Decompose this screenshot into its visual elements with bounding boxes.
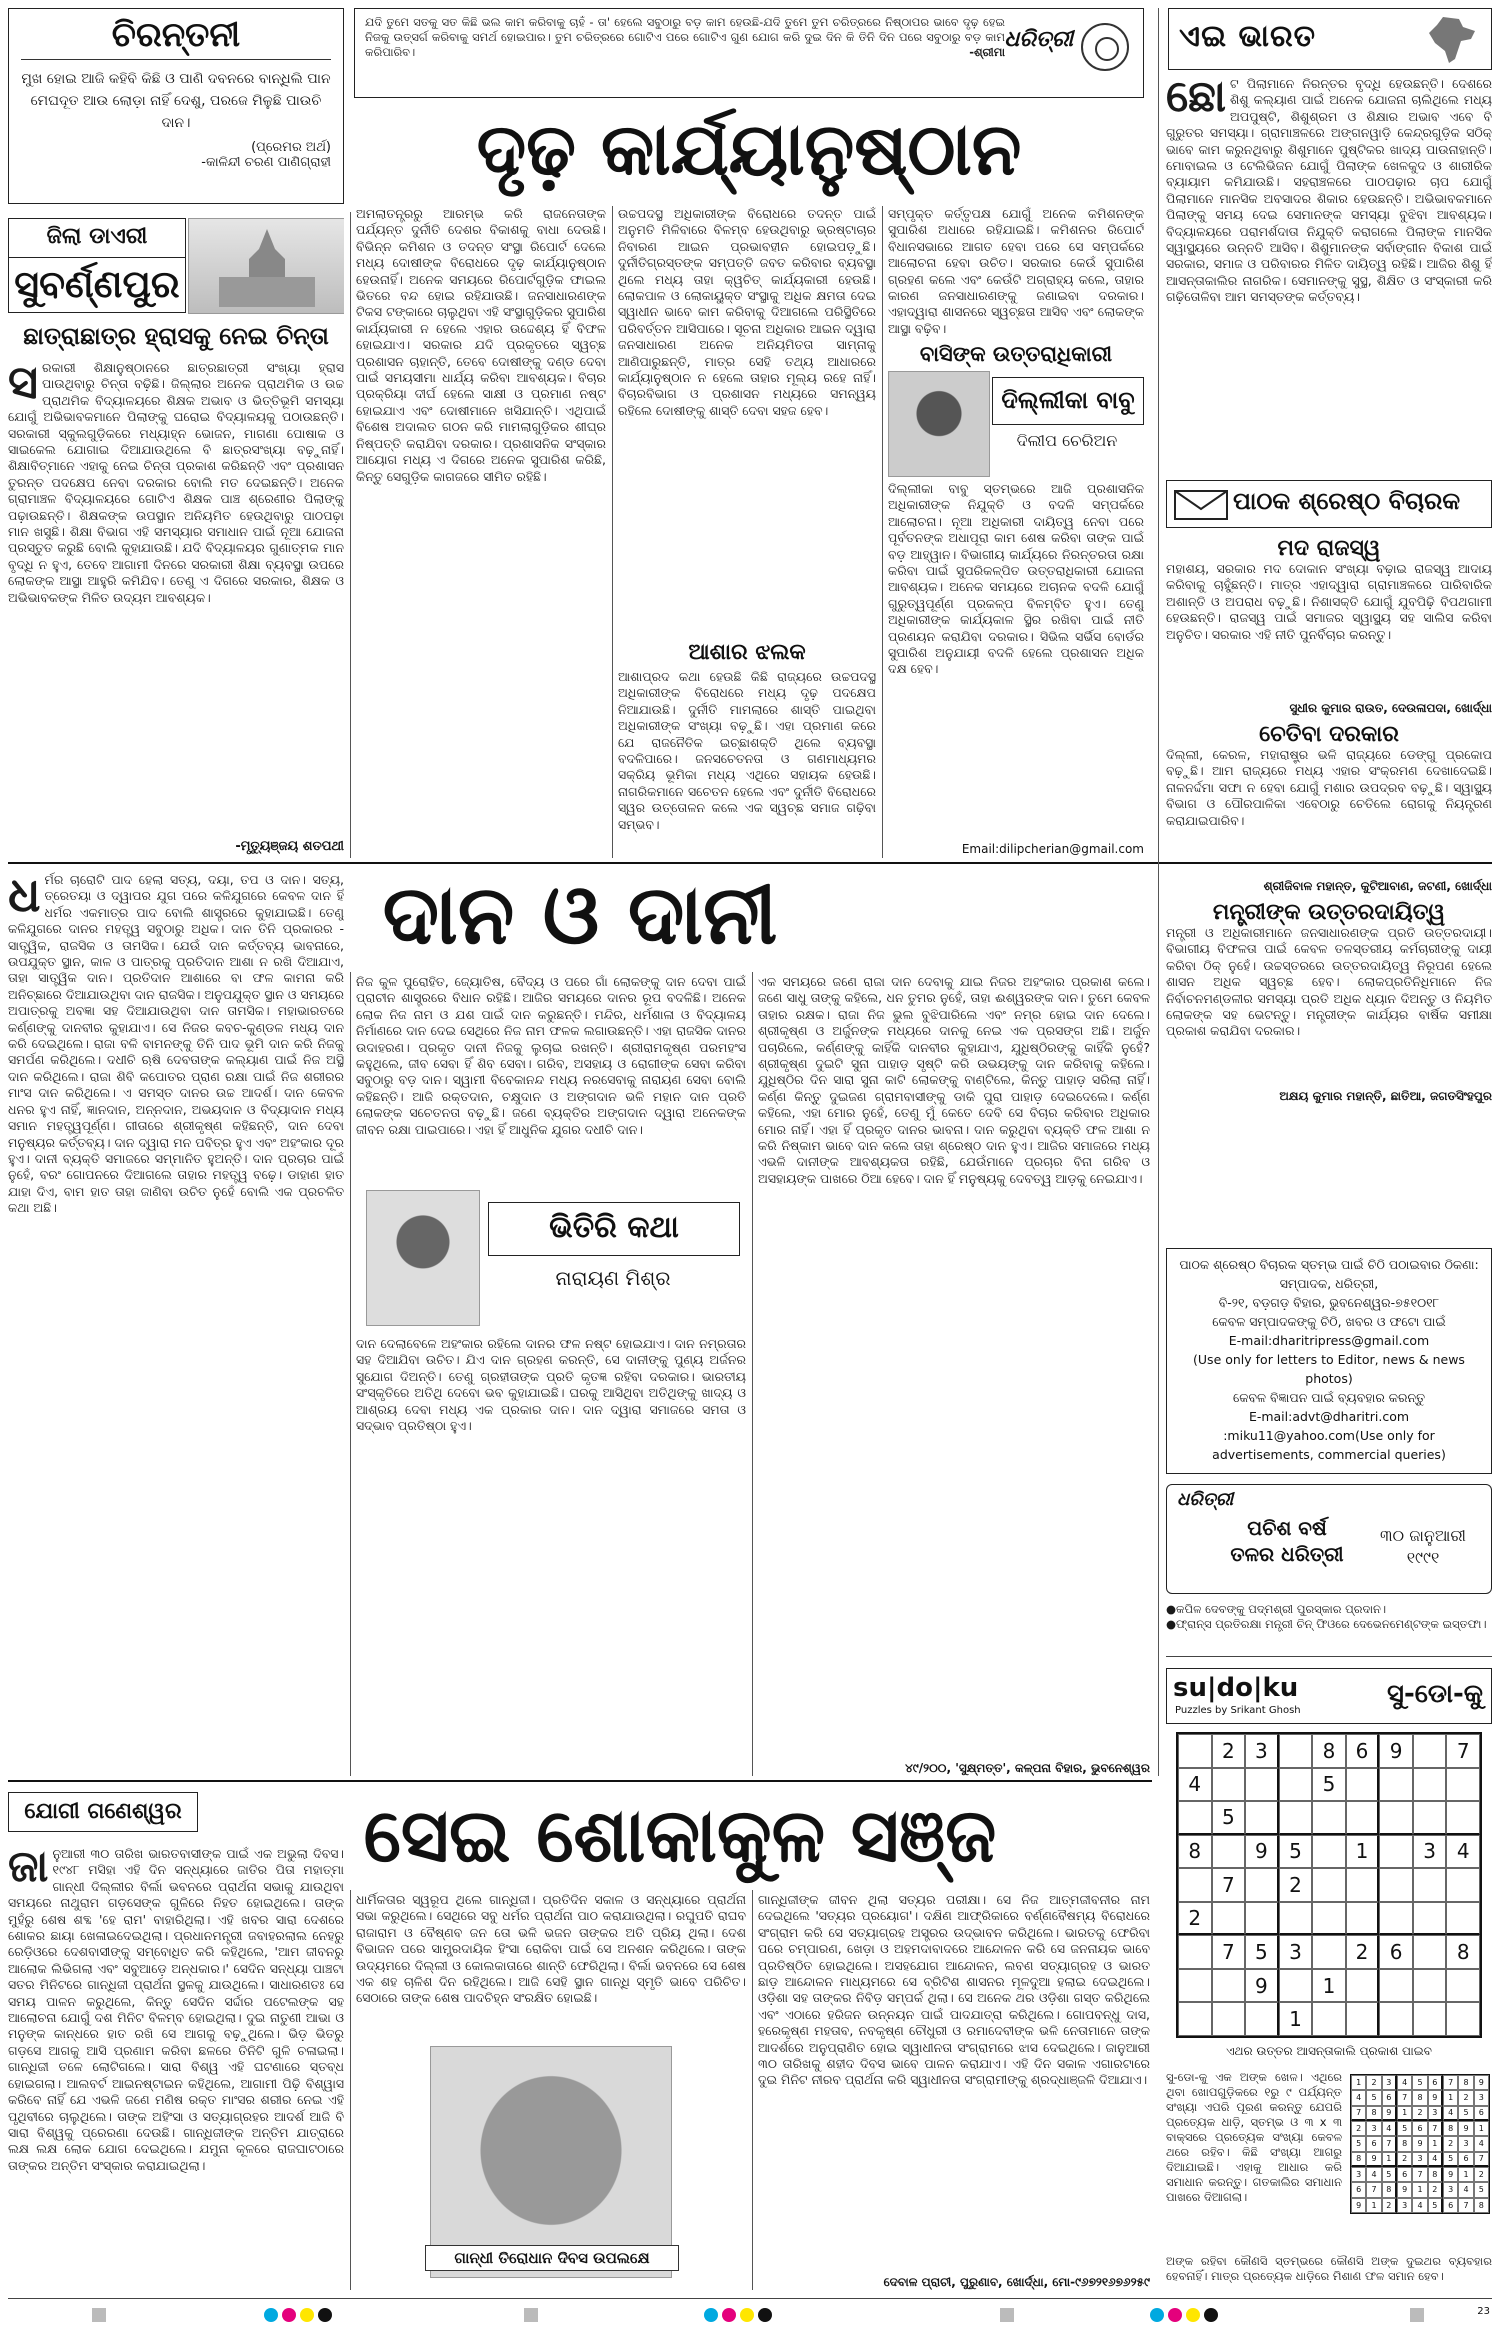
letter1-body: ମହାଶୟ, ସରକାର ମଦ ଦୋକାନ ସଂଖ୍ୟା ବଢ଼ାଇ ରାଜସ୍ୱ ଆଦାୟ କରିବାକୁ ଚାହୁଁଛନ୍ତି। ମାତ୍ର ଏହାଦ୍ୱାରା ଗ୍ରାମାଞ୍ଚଳରେ ପାରିବାରିକ ଅଶାନ୍ତି ଓ ଅପରାଧ ବଢ଼ୁଛି। ନିଶାସକ୍ତି ଯୋଗୁଁ ଯୁବପିଢ଼ି ବିପଥଗାମୀ ହେଉଛନ୍ତି। ରାଜସ୍ୱ ପାଇଁ ସମାଜର ସ୍ୱାସ୍ଥ୍ୟ ସହ ସାଲିସ କରିବା ଅନୁଚିତ। ସରକାର ଏହି ନୀତି ପୁନର୍ବିଚାର କରନ୍ତୁ। (1166, 561, 1492, 642)
sudoku-header: su|do|ku Puzzles by Srikant Ghosh ସୁ-ଡୋ-କୁ (1166, 1668, 1492, 1724)
column-title-bhitiri: ଭିତିରି କଥା (488, 1202, 740, 1256)
district-diary (8, 218, 344, 858)
divider-right-column (1158, 8, 1159, 1776)
district-dropcap: ସ (8, 355, 38, 409)
sudoku-cell[interactable]: 3 (1279, 1935, 1313, 1969)
sudoku-cell: 2 (1458, 2090, 1473, 2105)
sudoku-cell[interactable] (1379, 1902, 1413, 1936)
dharitri-logo-small: ଧରିତ୍ରୀ (1004, 27, 1073, 52)
years-items (1166, 1602, 1492, 1650)
address-box (1166, 1248, 1492, 1474)
sudoku-cell: 7 (1443, 2075, 1458, 2090)
sudoku-cell[interactable] (1279, 1734, 1313, 1768)
sudoku-cell[interactable]: 4 (1446, 1835, 1480, 1869)
quote-text: ଯଦି ତୁମେ ସତକୁ ସତ କିଛି ଭଲ କାମ କରିବାକୁ ଚାହଁ - ତା' ହେଲେ ସବୁଠାରୁ ବଡ଼ କାମ ହେଉଛି-ଯଦି ତୁମେ ତୁମ ଚରିତ୍ରରେ ନିଷ୍ଠାପର ଭାବେ ଦୃଢ଼ ହେଇ ନିଜକୁ ଉତ୍ସର୍ଗ କରିବାକୁ ସମର୍ଥ ହୋଇପାର। ତୁମ ଚରିତ୍ରରେ ଗୋଟିଏ ପରେ ଗୋଟିଏ ଗୁଣ ଯୋଗ କରି ଦୁଇ ଦିନ କି ତିନି ଦିନ ପରେ ସବୁଠାରୁ ବଡ଼ କାମ କରିପାରିବ। (365, 15, 1005, 59)
page-number: 23 (1477, 2306, 1490, 2317)
sudoku-cell[interactable] (1379, 1969, 1413, 2003)
sudoku-cell[interactable]: 2 (1346, 1935, 1380, 1969)
sudoku-cell: 7 (1366, 2182, 1381, 2197)
article1-col3b: ଦିଲ୍ଲୀକା ବାବୁ ସ୍ତମ୍ଭରେ ଆଜି ପ୍ରଶାସନିକ ଅଧିକାରୀଙ୍କ ନିଯୁକ୍ତି ଓ ବଦଳି ସମ୍ପର୍କରେ ଆଲୋଚନା। ନୂଆ ଅଧିକାରୀ ଦାୟିତ୍ୱ ନେବା ପରେ ପୂର୍ବତନଙ୍କ ଅଧାପୂରା କାମ ଶେଷ କରିବା ତାଙ୍କ ପାଇଁ ବଡ଼ ଆହ୍ୱାନ। ବିଭାଗୀୟ କାର୍ଯ୍ୟରେ ନିରନ୍ତରତା ରକ୍ଷା କରିବା ପାଇଁ ସୁପରିକଳ୍ପିତ ଉତ୍ତରାଧିକାରୀ ଯୋଜନା ଆବଶ୍ୟକ। ଅନେକ ସମୟରେ ଅଚାନକ ବଦଳି ଯୋଗୁଁ ଗୁରୁତ୍ୱପୂର୍ଣ୍ଣ ପ୍ରକଳ୍ପ ବିଳମ୍ବିତ ହୁଏ। ତେଣୁ ଅଧିକାରୀଙ୍କ କାର୍ଯ୍ୟକାଳ ସ୍ଥିର ରଖିବା ପାଇଁ ନୀତି ପ୍ରଣୟନ କରାଯିବା ଦରକାର। ସିଭିଲ ସର୍ଭିସ ବୋର୍ଡର ସୁପାରିଶ ଅନୁଯାୟୀ ବଦଳି ହେଲେ ପ୍ରଶାସନ ଅଧିକ ଦକ୍ଷ ହେବ। (888, 481, 1144, 677)
sudoku-cell: 7 (1382, 2136, 1397, 2151)
sudoku-cell: 8 (1397, 2136, 1412, 2151)
sudoku-cell[interactable]: 9 (1379, 1734, 1413, 1768)
sudoku-cell[interactable] (1312, 2002, 1346, 2036)
sudoku-cell[interactable]: 4 (1178, 1768, 1212, 1802)
sudoku-cell[interactable] (1413, 1768, 1447, 1802)
sudoku-instructions: ସୁ-ଡୋ-କୁ ଏକ ଅଙ୍କ ଖେଳ। ଏଥିରେ ଥିବା ଖୋପଗୁଡ଼ିକରେ ୧ରୁ ୯ ପର୍ଯ୍ୟନ୍ତ ସଂଖ୍ୟା ଏପରି ପୂରଣ କରନ୍ତୁ ଯେପରି ପ୍ରତ୍ୟେକ ଧାଡ଼ି, ସ୍ତମ୍ଭ ଓ ୩ x ୩ ବାକ୍ସରେ ପ୍ରତ୍ୟେକ ସଂଖ୍ୟା କେବଳ ଥରେ ରହିବ। କିଛି ସଂଖ୍ୟା ଆଗରୁ ଦିଆଯାଇଛି। ଏହାକୁ ଆଧାର କରି ସମାଧାନ କରନ୍ତୁ। ଗତକାଲିର ସମାଧାନ ପାଖରେ ଦିଆଗଲା। (1166, 2070, 1342, 2204)
chirantani-author: -କାଳିନ୍ଦୀ ଚରଣ ପାଣିଗ୍ରାହୀ (201, 155, 331, 170)
sudoku-cell[interactable] (1245, 1768, 1279, 1802)
sudoku-cell: 9 (1382, 2106, 1397, 2121)
sudoku-cell[interactable] (1379, 1868, 1413, 1902)
sudoku-cell[interactable]: 2 (1178, 1902, 1212, 1936)
letter1-author: ସୁଧୀର କୁମାର ରାଉତ, ଦେଉଳାପଦା, ଖୋର୍ଦ୍ଧା (1289, 701, 1492, 715)
footer-rule (8, 2298, 1492, 2299)
sudoku-cell[interactable] (1178, 1868, 1212, 1902)
sudoku-title-ku: ku (1262, 1673, 1299, 1703)
article3-col1-wrap (8, 1846, 344, 2290)
ama-bharata-body-wrap (1166, 76, 1492, 472)
sudoku-cell[interactable] (1312, 1835, 1346, 1869)
sudoku-cell: 1 (1351, 2075, 1366, 2090)
sudoku-cell: 3 (1366, 2121, 1381, 2136)
sudoku-cell[interactable] (1446, 1768, 1480, 1802)
sudoku-cell[interactable] (1178, 1801, 1212, 1835)
sudoku-cell[interactable] (1279, 1902, 1313, 1936)
article3-col3-wrap (758, 1892, 1150, 2290)
sudoku-cell: 3 (1443, 2182, 1458, 2197)
sudoku-cell: 6 (1474, 2106, 1489, 2121)
sudoku-cell[interactable] (1446, 1868, 1480, 1902)
sudoku-cell: 5 (1428, 2198, 1443, 2213)
article3-col1: ନୁଆରୀ ୩୦ ତାରିଖ ଭାରତବାସୀଙ୍କ ପାଇଁ ଏକ ଅଭୁଲା ଦିବସ। ୧୯୪୮ ମସିହା ଏହି ଦିନ ସନ୍ଧ୍ୟାରେ ଜାତିର ପିତା ମହାତ୍ମା ଗାନ୍ଧୀ ଦିଲ୍ଲୀର ବିର୍ଲା ଭବନରେ ପ୍ରାର୍ଥନା ସଭାକୁ ଯାଉଥିବା ସମୟରେ ନାଥୁରାମ ଗଡ଼ସେଙ୍କ ଗୁଳିରେ ନିହତ ହୋଇଥିଲେ। ତାଙ୍କ ମୁହଁରୁ ଶେଷ ଶବ୍ଦ 'ହେ ରାମ' ବାହାରିଥିଲା। ଏହି ଖବର ସାରା ଦେଶରେ ଶୋକର ଛାୟା ଖେଳାଇଦେଇଥିଲା। ପ୍ରଧାନମନ୍ତ୍ରୀ ଜବାହରଲାଲ ନେହରୁ ରେଡ଼ିଓରେ ଦେଶବାସୀଙ୍କୁ ସମ୍ବୋଧିତ କରି କହିଥିଲେ, 'ଆମ ଜୀବନରୁ ଆଲୋକ ଲିଭିଗଲା ଏବଂ ସବୁଆଡ଼େ ଅନ୍ଧକାର।' ସେଦିନ ସନ୍ଧ୍ୟା ପାଞ୍ଚଟା ସତର ମିନିଟରେ ଗାନ୍ଧିଜୀ ପ୍ରାର୍ଥନା ସ୍ଥଳକୁ ଯାଉଥିଲେ। ସାଧାରଣତଃ ସେ ସମୟ ପାଳନ କରୁଥିଲେ, କିନ୍ତୁ ସେଦିନ ସର୍ଦ୍ଦାର ପଟେଲଙ୍କ ସହ ଆଲୋଚନା ଯୋଗୁଁ ଦଶ ମିନିଟ ବିଳମ୍ବ ହୋଇଥିଲା। ଦୁଇ ନାତୁଣୀ ଆଭା ଓ ମନୁଙ୍କ କାନ୍ଧରେ ହାତ ରଖି ସେ ଆଗକୁ ବଢ଼ୁଥିଲେ। ଭିଡ଼ ଭିତରୁ ଗଡ଼ସେ ଆଗକୁ ଆସି ପ୍ରଣାମ କରିବା ଛଳରେ ତିନିଟି ଗୁଳି ଚଳାଇଲା। ଗାନ୍ଧିଜୀ ତଳେ ଲୋଟିଗଲେ। ସାରା ବିଶ୍ୱ ଏହି ଘଟଣାରେ ସ୍ତବ୍ଧ ହୋଇଗଲା। ଆଲବର୍ଟ ଆଇନଷ୍ଟାଇନ କହିଥିଲେ, ଆଗାମୀ ପିଢ଼ି ବିଶ୍ୱାସ କରିବେ ନାହିଁ ଯେ ଏଭଳି ଜଣେ ମଣିଷ ରକ୍ତ ମାଂସର ଶରୀର ନେଇ ଏହି ପୃଥିବୀରେ ଚାଲୁଥିଲେ। ତାଙ୍କ ଅହିଂସା ଓ ସତ୍ୟାଗ୍ରହର ଆଦର୍ଶ ଆଜି ବି ସାରା ବିଶ୍ୱକୁ ପ୍ରେରଣା ଦେଉଛି। ଗାନ୍ଧିଜୀଙ୍କ ଅନ୍ତିମ ଯାତ୍ରାରେ ଲକ୍ଷ ଲକ୍ଷ ଲୋକ ଯୋଗ ଦେଇଥିଲେ। ଯମୁନା କୂଳରେ ରାଜଘାଟଠାରେ ତାଙ୍କର ଅନ୍ତିମ ସଂସ୍କାର କରାଯାଇଥିଲା। (8, 1846, 344, 2173)
sudoku-cell[interactable]: 6 (1346, 1734, 1380, 1768)
sudoku-cell[interactable]: 8 (1312, 1734, 1346, 1768)
gandhi-photo (430, 2046, 672, 2278)
sudoku-title-do: do (1216, 1673, 1253, 1703)
address-line: advertisements, commercial queries) (1212, 1447, 1446, 1462)
sudoku-cell[interactable]: 9 (1245, 1969, 1279, 2003)
sudoku-cell: 5 (1382, 2167, 1397, 2182)
sudoku-cell[interactable] (1346, 1969, 1380, 2003)
right-mid-divider (1166, 1656, 1492, 1657)
ama-bharata-title: ଏଇ ଭାରତ (1179, 19, 1317, 54)
address-line: ବି-୨୧, ବଡ଼ଗଡ଼ ବିହାର, ଭୁବନେଶ୍ୱର-୭୫୧୦୧୮ (1218, 1295, 1440, 1310)
sudoku-cell: 3 (1397, 2198, 1412, 2213)
sudoku-cell[interactable] (1413, 1734, 1447, 1768)
sudoku-cell: 3 (1474, 2090, 1489, 2105)
sudoku-cell: 9 (1458, 2121, 1473, 2136)
sudoku-cell[interactable] (1346, 1902, 1380, 1936)
sudoku-cell[interactable]: 3 (1245, 1734, 1279, 1768)
sudoku-cell[interactable] (1413, 1902, 1447, 1936)
narayan-mishra-photo (366, 1190, 480, 1326)
sudoku-cell: 9 (1443, 2167, 1458, 2182)
district-body: ରକାରୀ ଶିକ୍ଷାନୁଷ୍ଠାନରେ ଛାତ୍ରଛାତ୍ରୀ ସଂଖ୍ୟା ହ୍ରାସ ପାଉଥିବାରୁ ଚିନ୍ତା ବଢ଼ିଛି। ଜିଲ୍ଲାର ଅନେକ ପ୍ରାଥମିକ ଓ ଉଚ୍ଚ ପ୍ରାଥମିକ ବିଦ୍ୟାଳୟରେ ଶିକ୍ଷକ ଅଭାବ ଓ ଭିତ୍ତିଭୂମି ସମସ୍ୟା ଯୋଗୁଁ ଅଭିଭାବକମାନେ ପିଲାଙ୍କୁ ଘରୋଇ ବିଦ୍ୟାଳୟକୁ ପଠାଉଛନ୍ତି। ସରକାରୀ ସ୍କୁଲଗୁଡ଼ିକରେ ମଧ୍ୟାହ୍ନ ଭୋଜନ, ମାଗଣା ପୋଷାକ ଓ ସାଇକେଲ ଯୋଗାଇ ଦିଆଯାଉଥିଲେ ବି ଛାତ୍ରସଂଖ୍ୟା ବଢ଼ୁନାହିଁ। ଶିକ୍ଷାବିତ୍‌ମାନେ ଏହାକୁ ନେଇ ଚିନ୍ତା ପ୍ରକାଶ କରିଛନ୍ତି ଏବଂ ପ୍ରଶାସନ ତୁରନ୍ତ ପଦକ୍ଷେପ ନେବା ଦରକାର ବୋଲି ମତ ଦେଇଛନ୍ତି। ଅନେକ ଗ୍ରାମାଞ୍ଚଳ ବିଦ୍ୟାଳୟରେ ଗୋଟିଏ ଶିକ୍ଷକ ପାଞ୍ଚ ଶ୍ରେଣୀର ପିଲାଙ୍କୁ ପଢ଼ାଉଛନ୍ତି। ଶିକ୍ଷକଙ୍କ ଉପସ୍ଥାନ ଅନିୟମିତ ହେଉଥିବାରୁ ପାଠପଢ଼ା ମାନ ଖସୁଛି। ଶିକ୍ଷା ବିଭାଗ ଏହି ସମସ୍ୟାର ସମାଧାନ ପାଇଁ ନୂଆ ଯୋଜନା ପ୍ରସ୍ତୁତ କରୁଛି ବୋଲି କୁହାଯାଉଛି। ଯଦି ବିଦ୍ୟାଳୟର ଗୁଣାତ୍ମକ ମାନ ବୃଦ୍ଧି ନ ହୁଏ, ତେବେ ଆଗାମୀ ଦିନରେ ସରକାରୀ ଶିକ୍ଷା ବ୍ୟବସ୍ଥା ଉପରେ ଲୋକଙ୍କ ଆସ୍ଥା ଆହୁରି କମିଯିବ। ତେଣୁ ଏ ଦିଗରେ ସରକାର, ଶିକ୍ଷକ ଓ ଅଭିଭାବକଙ୍କ ମିଳିତ ଉଦ୍ୟମ ଆବଶ୍ୟକ। (8, 360, 344, 605)
reader-banner (1166, 480, 1492, 528)
sudoku-cell: 5 (1397, 2121, 1412, 2136)
sudoku-cell: 7 (1458, 2198, 1473, 2213)
sudoku-cell[interactable] (1178, 2002, 1212, 2036)
sudoku-cell[interactable] (1413, 2002, 1447, 2036)
sudoku-cell: 5 (1412, 2075, 1427, 2090)
sudoku-cell[interactable]: 1 (1279, 2002, 1313, 2036)
chirantani-title: ଚିରନ୍ତନୀ (21, 15, 331, 60)
sudoku-grid[interactable] (1176, 1732, 1482, 2038)
sudoku-cell: 5 (1366, 2090, 1381, 2105)
sudoku-cell[interactable] (1379, 2002, 1413, 2036)
sudoku-cell: 8 (1474, 2198, 1489, 2213)
district-diary-label: ଜିଲା ଡାଏରୀ (8, 218, 186, 258)
sudoku-cell[interactable] (1212, 1768, 1246, 1802)
letter3-author: ଅକ୍ଷୟ କୁମାର ମହାନ୍ତି, ଛାତିଆ, ଜଗତସିଂହପୁର (1279, 1089, 1492, 1103)
divider-v3 (882, 206, 883, 858)
mid-divider (8, 1780, 1152, 1782)
address-line: ସମ୍ପାଦକ, ଧରିତ୍ରୀ, (1279, 1276, 1379, 1291)
letter2-author: ଶ୍ରୀଜିବାଳ ମହାନ୍ତ, କୁଟିଆବାଣ, ଜଟଣୀ, ଖୋର୍ଦ୍ଧା (1263, 879, 1492, 893)
sudoku-cell: 4 (1351, 2090, 1366, 2105)
column-author-bhitiri: ନାରାୟଣ ମିଶ୍ର (555, 1266, 671, 1290)
column-title-dilli: ଦିଲ୍ଲୀକା ବାବୁ (992, 377, 1144, 425)
sudoku-cell: 7 (1474, 2152, 1489, 2167)
sudoku-cell[interactable]: 5 (1245, 1935, 1279, 1969)
sudoku-cell: 8 (1443, 2121, 1458, 2136)
sudoku-cell[interactable] (1212, 1835, 1246, 1869)
sudoku-answer-caption: ଏଥର ଉତ୍ତର ଆସନ୍ତାକାଲି ପ୍ରକାଶ ପାଇବ (1226, 2044, 1432, 2058)
sudoku-footer-note: ଅଙ୍କ ରହିବା କୌଣସି ସ୍ତମ୍ଭରେ କୌଣସି ଅଙ୍କ ଦୁଇଥର ବ୍ୟବହାର ହେବନାହିଁ। ମାତ୍ର ପ୍ରତ୍ୟେକ ଧାଡ଼ିରେ ମିଶାଣ ଫଳ ସମାନ ହେବ। (1166, 2254, 1492, 2283)
sudoku-cell[interactable] (1379, 1801, 1413, 1835)
sudoku-cell[interactable] (1413, 1969, 1447, 2003)
article3-dropcap: ଜା (8, 1846, 49, 1892)
sudoku-cell[interactable]: 6 (1379, 1935, 1413, 1969)
india-map-icon (1423, 15, 1481, 65)
sudoku-solution-grid (1350, 2074, 1490, 2214)
sudoku-cell: 4 (1412, 2198, 1427, 2213)
years-item: ●ଫ୍ରାନ୍ସ ପ୍ରତିରକ୍ଷା ମନ୍ତ୍ରୀ ଚିନ୍ ଫିଓରେ ଦେଭେନମେଣ୍ଟଙ୍କ ଇସ୍ତଫା। (1166, 1617, 1487, 1631)
sudoku-cell: 5 (1443, 2152, 1458, 2167)
ama-bharata-header (1168, 8, 1492, 70)
article1-col3: ସମ୍ପୃକ୍ତ କର୍ତ୍ତୃପକ୍ଷ ଯୋଗୁଁ ଅନେକ କମିଶନଙ୍କ ସୁପାରିଶ ଅଧାରେ ରହିଯାଇଛି। କମିଶନର ରିପୋର୍ଟ ବିଧାନସଭାରେ ଆଗତ ହେବା ପରେ ସେ ସମ୍ପର୍କରେ ଆଲୋଚନା ହେବା ଉଚିତ। ସରକାର କେଉଁ ସୁପାରିଶ ଗ୍ରହଣ କଲେ ଏବଂ କେଉଁଟି ଅଗ୍ରାହ୍ୟ କଲେ, ତାହାର କାରଣ ଜନସାଧାରଣଙ୍କୁ ଜଣାଇବା ଦରକାର। ଏହାଦ୍ୱାରା ଶାସନରେ ସ୍ୱଚ୍ଛତା ଆସିବ ଏବଂ ଲୋକଙ୍କ ଆସ୍ଥା ବଢ଼ିବ। (888, 206, 1144, 336)
sudoku-cell[interactable] (1212, 1969, 1246, 2003)
sudoku-cell: 1 (1366, 2198, 1381, 2213)
sudoku-cell: 4 (1474, 2136, 1489, 2151)
sudoku-cell: 1 (1412, 2182, 1427, 2197)
sudoku-cell: 8 (1412, 2090, 1427, 2105)
sudoku-cell: 3 (1458, 2136, 1473, 2151)
district-author: -ମୃତ୍ୟୁଞ୍ଜୟ ଶତପଥୀ (235, 839, 344, 854)
sudoku-cell[interactable]: 5 (1212, 1801, 1246, 1835)
sudoku-cell[interactable]: 8 (1446, 1935, 1480, 1969)
district-name: ସୁବର୍ଣ୍ଣପୁର (8, 256, 186, 313)
sudoku-cell[interactable]: 2 (1212, 1734, 1246, 1768)
sudoku-cell: 6 (1382, 2090, 1397, 2105)
registration-marks (0, 2304, 1500, 2328)
letter3-title: ମନ୍ତ୍ରୀଙ୍କ ଉତ୍ତରଦାୟିତ୍ୱ (1212, 900, 1446, 925)
divider-v4 (350, 972, 351, 1776)
sudoku-cell: 2 (1397, 2152, 1412, 2167)
sudoku-cell: 7 (1428, 2121, 1443, 2136)
divider-v7 (752, 1890, 753, 2290)
chirantani-box (8, 8, 344, 204)
sudoku-cell[interactable] (1379, 1835, 1413, 1869)
sudoku-cell: 8 (1382, 2182, 1397, 2197)
temple-photo (188, 218, 344, 314)
reader-banner-title: ପାଠକ ଶ୍ରେଷ୍ଠ ବିଚାରକ (1233, 487, 1461, 515)
advt-email[interactable]: E-mail:advt@dharitri.com (1248, 1409, 1410, 1424)
sudoku-cell: 7 (1412, 2167, 1427, 2182)
article2-col1-wrap (8, 872, 344, 1776)
sudoku-cell: 9 (1474, 2075, 1489, 2090)
article2-col2b: ଦାନ ଦେଲାବେଳେ ଅହଂକାର ରହିଲେ ଦାନର ଫଳ ନଷ୍ଟ ହୋଇଯାଏ। ଦାନ ନମ୍ରତାର ସହ ଦିଆଯିବା ଉଚିତ। ଯିଏ ଦାନ ଗ୍ରହଣ କରନ୍ତି, ସେ ଦାନୀଙ୍କୁ ପୁଣ୍ୟ ଅର୍ଜନର ସୁଯୋଗ ଦିଅନ୍ତି। ତେଣୁ ଗ୍ରହୀତାଙ୍କ ପ୍ରତି କୃତଜ୍ଞ ରହିବା ଦରକାର। ଭାରତୀୟ ସଂସ୍କୃତିରେ ଅତିଥି ଦେବୋ ଭବ କୁହାଯାଇଛି। ଘରକୁ ଆସିଥିବା ଅତିଥିଙ୍କୁ ଖାଦ୍ୟ ଓ ଆଶ୍ରୟ ଦେବା ମଧ୍ୟ ଏକ ପ୍ରକାର ଦାନ। ଦାନ ଦ୍ୱାରା ସମାଜରେ ସମତା ଓ ସଦ୍ଭାବ ପ୍ରତିଷ୍ଠା ହୁଏ। (356, 1336, 746, 1434)
sudoku-cell: 8 (1351, 2152, 1366, 2167)
sudoku-cell: 2 (1443, 2136, 1458, 2151)
address-line: ପାଠକ ଶ୍ରେଷ୍ଠ ବିଚାରକ ସ୍ତମ୍ଭ ପାଇଁ ଚିଠି ପଠାଇବାର ଠିକଣା: (1179, 1257, 1479, 1272)
sudoku-cell[interactable] (1245, 2002, 1279, 2036)
sudoku-cell[interactable] (1312, 1868, 1346, 1902)
article2-col3-wrap (758, 974, 1150, 1776)
sudoku-cell: 2 (1382, 2198, 1397, 2213)
address-line: (Use only for letters to Editor, news & news photos) (1193, 1352, 1465, 1386)
sudoku-cell: 5 (1458, 2106, 1473, 2121)
sudoku-cell[interactable]: 7 (1446, 1734, 1480, 1768)
sudoku-cell: 4 (1366, 2167, 1381, 2182)
sudoku-title-su: su (1173, 1673, 1207, 1703)
sudoku-cell: 1 (1382, 2152, 1397, 2167)
sudoku-cell: 1 (1443, 2090, 1458, 2105)
sudoku-cell: 5 (1474, 2182, 1489, 2197)
article2-col2: ନିଜ କୁଳ ପୁରୋହିତ, ଜ୍ୟୋତିଷ, ବୈଦ୍ୟ ଓ ପରେ ଗାଁ ଲୋକଙ୍କୁ ଦାନ ଦେବା ପାଇଁ ପ୍ରାଚୀନ ଶାସ୍ତ୍ରରେ ବିଧାନ ରହିଛି। ଆଜିର ସମୟରେ ଦାନର ରୂପ ବଦଳିଛି। ଅନେକ ଲୋକ ନିଜ ନାମ ଓ ଯଶ ପାଇଁ ଦାନ କରୁଛନ୍ତି। ମନ୍ଦିର, ଧର୍ମଶାଳା ଓ ବିଦ୍ୟାଳୟ ନିର୍ମାଣରେ ଦାନ ଦେଇ ସେଥିରେ ନିଜ ନାମ ଫଳକ ଲଗାଉଛନ୍ତି। ଏହା ରାଜସିକ ଦାନର ଉଦାହରଣ। ପ୍ରକୃତ ଦାନୀ ନିଜକୁ ଲୁଚାଇ ରଖନ୍ତି। ଶ୍ରୀରାମକୃଷ୍ଣ ପରମହଂସ କହୁଥିଲେ, ଜୀବ ସେବା ହିଁ ଶିବ ସେବା। ଗରିବ, ଅସହାୟ ଓ ରୋଗୀଙ୍କ ସେବା କରିବା ସବୁଠାରୁ ବଡ଼ ଦାନ। ସ୍ୱାମୀ ବିବେକାନନ୍ଦ ମଧ୍ୟ ନରସେବାକୁ ନାରାୟଣ ସେବା ବୋଲି କହିଛନ୍ତି। ଆଜି ରକ୍ତଦାନ, ଚକ୍ଷୁଦାନ ଓ ଅଙ୍ଗଦାନ ଭଳି ମହାନ ଦାନ ପ୍ରତି ଲୋକଙ୍କ ସଚେତନତା ବଢ଼ୁଛି। ଜଣେ ବ୍ୟକ୍ତିର ଅଙ୍ଗଦାନ ଦ୍ୱାରା ଅନେକଙ୍କ ଜୀବନ ରକ୍ଷା ପାଇପାରେ। ଏହା ହିଁ ଆଧୁନିକ ଯୁଗର ଦଧୀଚି ଦାନ। (356, 974, 746, 1137)
dilip-cherian-photo (888, 371, 990, 477)
sudoku-cell[interactable]: 1 (1346, 1835, 1380, 1869)
sudoku-cell: 3 (1428, 2106, 1443, 2121)
sudoku-cell[interactable] (1279, 1969, 1313, 2003)
sun-emblem-icon (1081, 23, 1129, 71)
article1-headline: ଦୃଢ଼ କାର୍ଯ୍ୟାନୁଷ୍ଠାନ (476, 107, 1022, 191)
sudoku-cell: 6 (1428, 2075, 1443, 2090)
ama-dropcap: ଛୋ (1166, 76, 1226, 122)
sudoku-cell[interactable]: 8 (1178, 1835, 1212, 1869)
section-basi: ବାସିଙ୍କ ଉତ୍ତରାଧିକାରୀ (919, 342, 1113, 366)
chirantani-text: ମୁଖ ହୋଇ ଆଜି କହିବି କିଛି ଓ ପାଣି ଦବନରେ ବାନ୍ଧିଲି ପାନ ମେଘଦୂତ ଆଉ ଲୋଡ଼ା ନାହିଁ ଦେଶୁ, ପରଜେ ମିଳୁଛି ପାଉଚି ଦାନ। (21, 71, 331, 131)
sudoku-cell[interactable] (1212, 2002, 1246, 2036)
sudoku-byline: Puzzles by Srikant Ghosh (1175, 1705, 1301, 1716)
article2-address: ୪୯/୨୦୦, 'ସୁକ୍ଷ୍ମତ୍ତ', କଳ୍ପନା ବିହାର, ଭୁବନେଶ୍ୱର (905, 1761, 1150, 1775)
article3-headline: ସେଇ ଶୋକାକୁଳ ସଞ୍ଜ (363, 1793, 997, 1879)
sudoku-cell[interactable] (1245, 1868, 1279, 1902)
sudoku-cell: 9 (1366, 2152, 1381, 2167)
sudoku-cell: 1 (1428, 2136, 1443, 2151)
sudoku-cell: 6 (1412, 2121, 1427, 2136)
sudoku-cell: 6 (1458, 2152, 1473, 2167)
sudoku-cell: 2 (1412, 2106, 1427, 2121)
years-logo: ଧରିତ୍ରୀ (1177, 1489, 1234, 1510)
sudoku-cell[interactable]: 1 (1312, 1969, 1346, 2003)
envelope-icon (1173, 489, 1229, 521)
sudoku-cell: 4 (1443, 2106, 1458, 2121)
sudoku-cell[interactable] (1245, 1902, 1279, 1936)
article1-col2: ଉଚ୍ଚପଦସ୍ଥ ଅଧିକାରୀଙ୍କ ବିରୋଧରେ ତଦନ୍ତ ପାଇଁ ଅନୁମତି ମିଳିବାରେ ବିଳମ୍ବ ହେଉଥିବାରୁ ଭ୍ରଷ୍ଟାଚାର ନିବାରଣ ଆଇନ ପ୍ରଭାବହୀନ ହୋଇପଡ଼ୁଛି। ଦୁର୍ନୀତିଗ୍ରସ୍ତଙ୍କ ସମ୍ପତ୍ତି ଜବତ କରିବାର ବ୍ୟବସ୍ଥା ଥିଲେ ମଧ୍ୟ ତାହା କ୍ୱଚିତ୍ କାର୍ଯ୍ୟକାରୀ ହେଉଛି। ଲୋକପାଳ ଓ ଲୋକାୟୁକ୍ତ ସଂସ୍ଥାକୁ ଅଧିକ କ୍ଷମତା ଦେଇ ସ୍ୱାଧୀନ ଭାବେ କାମ କରିବାକୁ ଦିଆଗଲେ ପରିସ୍ଥିତିରେ ପରିବର୍ତ୍ତନ ଆସିପାରେ। ସୂଚନା ଅଧିକାର ଆଇନ ଦ୍ୱାରା ଜନସାଧାରଣ ଅନେକ ଅନିୟମିତତା ସାମ୍ନାକୁ ଆଣିପାରୁଛନ୍ତି, ମାତ୍ର ସେହି ତଥ୍ୟ ଆଧାରରେ କାର୍ଯ୍ୟାନୁଷ୍ଠାନ ନ ହେଲେ ତାହାର ମୂଲ୍ୟ ରହେ ନାହିଁ। ବିଚାରବିଭାଗ ଓ ପ୍ରଶାସନ ମଧ୍ୟରେ ସମନ୍ୱୟ ରହିଲେ ଦୋଷୀଙ୍କୁ ଶାସ୍ତି ଦେବା ସହଜ ହେବ। (618, 206, 876, 418)
sudoku-cell: 9 (1412, 2136, 1427, 2151)
sudoku-cell: 2 (1428, 2182, 1443, 2197)
article3-col2: ଧାର୍ମିକତାର ସ୍ୱରୂପ ଥିଲେ ଗାନ୍ଧିଜୀ। ପ୍ରତିଦିନ ସକାଳ ଓ ସନ୍ଧ୍ୟାରେ ପ୍ରାର୍ଥନା ସଭା କରୁଥିଲେ। ସେଥିରେ ସବୁ ଧର୍ମର ପ୍ରାର୍ଥନା ପାଠ କରାଯାଉଥିଲା। ରଘୁପତି ରାଘବ ରାଜାରାମ ଓ ବୈଷ୍ଣବ ଜନ ତୋ ଭଳି ଭଜନ ତାଙ୍କର ଅତି ପ୍ରିୟ ଥିଲା। ଦେଶ ବିଭାଜନ ପରେ ସାମ୍ପ୍ରଦାୟିକ ହିଂସା ରୋକିବା ପାଇଁ ସେ ଅନଶନ କରିଥିଲେ। ତାଙ୍କ ଉଦ୍ୟମରେ ଦିଲ୍ଲୀ ଓ କୋଲକାତାରେ ଶାନ୍ତି ଫେରିଥିଲା। ବିର୍ଲା ଭବନରେ ସେ ଶେଷ ଏକ ଶହ ଚାଳିଶ ଦିନ ରହିଥିଲେ। ଆଜି ସେହି ସ୍ଥାନ ଗାନ୍ଧି ସ୍ମୃତି ଭାବେ ପରିଚିତ। ସେଠାରେ ତାଙ୍କ ଶେଷ ପାଦଚିହ୍ନ ସଂରକ୍ଷିତ ହୋଇଛି। (356, 1892, 746, 2006)
sudoku-cell: 9 (1351, 2198, 1366, 2213)
sudoku-cell[interactable] (1178, 1935, 1212, 1969)
sudoku-cell: 7 (1397, 2090, 1412, 2105)
sudoku-cell[interactable]: 3 (1413, 1835, 1447, 1869)
section-asara: ଆଶାର ଝଲକ (688, 640, 806, 665)
sudoku-cell: 8 (1458, 2075, 1473, 2090)
divider-v6 (350, 1890, 351, 2290)
sudoku-cell[interactable] (1178, 1969, 1212, 2003)
article1-col2b: ଆଶାପ୍ରଦ କଥା ହେଉଛି କିଛି ରାଜ୍ୟରେ ଉଚ୍ଚପଦସ୍ଥ ଅଧିକାରୀଙ୍କ ବିରୋଧରେ ମଧ୍ୟ ଦୃଢ଼ ପଦକ୍ଷେପ ନିଆଯାଉଛି। ଦୁର୍ନୀତି ମାମଲାରେ ଶାସ୍ତି ପାଇଥିବା ଅଧିକାରୀଙ୍କ ସଂଖ୍ୟା ବଢ଼ୁଛି। ଏହା ପ୍ରମାଣ କରେ ଯେ ରାଜନୈତିକ ଇଚ୍ଛାଶକ୍ତି ଥିଲେ ବ୍ୟବସ୍ଥା ବଦଳିପାରେ। ଜନସଚେତନତା ଓ ଗଣମାଧ୍ୟମର ସକ୍ରିୟ ଭୂମିକା ମଧ୍ୟ ଏଥିରେ ସହାୟକ ହେଉଛି। ନାଗରିକମାନେ ସଚେତନ ହେଲେ ଏବଂ ଦୁର୍ନୀତି ବିରୋଧରେ ସ୍ୱର ଉତ୍ତୋଳନ କଲେ ଏକ ସ୍ୱଚ୍ଛ ସମାଜ ଗଢ଼ିବା ସମ୍ଭବ। (618, 669, 876, 832)
sudoku-cell[interactable] (1279, 1801, 1313, 1835)
sudoku-title-odia: ସୁ-ଡୋ-କୁ (1387, 1679, 1483, 1709)
sudoku-cell[interactable] (1446, 2002, 1480, 2036)
sudoku-cell: 8 (1428, 2167, 1443, 2182)
letter3-body: ମନ୍ତ୍ରୀ ଓ ଅଧିକାରୀମାନେ ଜନସାଧାରଣଙ୍କ ପ୍ରତି ଉତ୍ତରଦାୟୀ। ବିଭାଗୀୟ ବିଫଳତା ପାଇଁ କେବଳ ତଳସ୍ତରୀୟ କର୍ମଚାରୀଙ୍କୁ ଦାୟୀ କରିବା ଠିକ୍ ନୁହେଁ। ଉଚ୍ଚସ୍ତରରେ ଉତ୍ତରଦାୟିତ୍ୱ ନିରୂପଣ ହେଲେ ଶାସନ ଅଧିକ ସ୍ୱଚ୍ଛ ହେବ। ଲୋକପ୍ରତିନିଧିମାନେ ନିଜ ନିର୍ବାଚନମଣ୍ଡଳୀର ସମସ୍ୟା ପ୍ରତି ଅଧିକ ଧ୍ୟାନ ଦିଅନ୍ତୁ ଓ ନିୟମିତ ଲୋକଙ୍କ ସହ ଭେଟନ୍ତୁ। ମନ୍ତ୍ରୀଙ୍କ କାର୍ଯ୍ୟର ବାର୍ଷିକ ସମୀକ୍ଷା ପ୍ରକାଶ କରାଯିବା ଦରକାର। (1166, 925, 1492, 1039)
letter2-body: ଦିଲ୍ଲୀ, କେରଳ, ମହାରାଷ୍ଟ୍ର ଭଳି ରାଜ୍ୟରେ ଡେଙ୍ଗୁ ପ୍ରକୋପ ବଢ଼ୁଛି। ଆମ ରାଜ୍ୟରେ ମଧ୍ୟ ଏହାର ସଂକ୍ରମଣ ଦେଖାଦେଇଛି। ନାଳନର୍ଦ୍ଦମା ସଫା ନ ହେବା ଯୋଗୁଁ ମଶାର ଉପଦ୍ରବ ବଢ଼ୁଛି। ସ୍ୱାସ୍ଥ୍ୟ ବିଭାଗ ଓ ପୌରପାଳିକା ଏବେଠାରୁ ଚେତିଲେ ରୋଗକୁ ନିୟନ୍ତ୍ରଣ କରାଯାଇପାରିବ। (1166, 747, 1492, 828)
sudoku-cell: 3 (1382, 2075, 1397, 2090)
chirantani-meaning: (ପ୍ରେମର ଅର୍ଥ) (251, 140, 331, 155)
sudoku-cell: 5 (1351, 2136, 1366, 2151)
sudoku-cell[interactable] (1346, 1768, 1380, 1802)
sudoku-cell: 4 (1382, 2121, 1397, 2136)
sudoku-cell[interactable]: 9 (1245, 1835, 1279, 1869)
article3-col2-wrap (356, 1892, 746, 2290)
article2-col1: ର୍ମର ଚାରୋଟି ପାଦ ହେଲା ସତ୍ୟ, ଦୟା, ତପ ଓ ଦାନ। ସତ୍ୟ, ତ୍ରେତୟା ଓ ଦ୍ୱାପର ଯୁଗ ପରେ କଳିଯୁଗରେ କେବଳ ଦାନ ହିଁ ଧର୍ମର ଏକମାତ୍ର ପାଦ ବୋଲି ଶାସ୍ତ୍ରରେ କୁହାଯାଇଛି। ତେଣୁ କଳିଯୁଗରେ ଦାନର ମହତ୍ତ୍ୱ ସବୁଠାରୁ ଅଧିକ। ଦାନ ତିନି ପ୍ରକାରର - ସାତ୍ତ୍ୱିକ, ରାଜସିକ ଓ ତାମସିକ। ଯେଉଁ ଦାନ କର୍ତ୍ତବ୍ୟ ଭାବନାରେ, ଉପଯୁକ୍ତ ସ୍ଥାନ, କାଳ ଓ ପାତ୍ରକୁ ପ୍ରତିଦାନ ଆଶା ନ ରଖି ଦିଆଯାଏ, ତାହା ସାତ୍ତ୍ୱିକ ଦାନ। ପ୍ରତିଦାନ ଆଶାରେ ବା ଫଳ କାମନା କରି ଅନିଚ୍ଛାରେ ଦିଆଯାଉଥିବା ଦାନ ରାଜସିକ। ଅନୁପଯୁକ୍ତ ସ୍ଥାନ ଓ ସମୟରେ ଅପାତ୍ରକୁ ଅବଜ୍ଞା ସହ ଦିଆଯାଉଥିବା ଦାନ ତାମସିକ। ମହାଭାରତରେ କର୍ଣ୍ଣଙ୍କୁ ଦାନବୀର କୁହାଯାଏ। ସେ ନିଜର କବଚ-କୁଣ୍ଡଳ ମଧ୍ୟ ଦାନ କରି ଦେଇଥିଲେ। ରାଜା ବଳି ବାମନଙ୍କୁ ତିନି ପାଦ ଭୂମି ଦାନ କରି ନିଜକୁ ସମର୍ପଣ କରିଥିଲେ। ଦଧୀଚି ଋଷି ଦେବତାଙ୍କ କଲ୍ୟାଣ ପାଇଁ ନିଜ ଅସ୍ଥି ଦାନ କରିଥିଲେ। ରାଜା ଶିବି କପୋତର ପ୍ରାଣ ରକ୍ଷା ପାଇଁ ନିଜ ଶରୀରର ମାଂସ ଦାନ କରିଥିଲେ। ଏ ସମସ୍ତ ଦାନର ଉଚ୍ଚ ଆଦର୍ଶ। ଦାନ କେବଳ ଧନର ହୁଏ ନାହିଁ, ଜ୍ଞାନଦାନ, ଅନ୍ନଦାନ, ଅଭୟଦାନ ଓ ବିଦ୍ୟାଦାନ ମଧ୍ୟ ସମାନ ମହତ୍ତ୍ୱପୂର୍ଣ୍ଣ। ଗୀତାରେ ଶ୍ରୀକୃଷ୍ଣ କହିଛନ୍ତି, ଦାନ ଦେବା ମନୁଷ୍ୟର କର୍ତ୍ତବ୍ୟ। ଦାନ ଦ୍ୱାରା ମନ ପବିତ୍ର ହୁଏ ଏବଂ ଅହଂକାର ଦୂର ହୁଏ। ଦାନୀ ବ୍ୟକ୍ତି ସମାଜରେ ସମ୍ମାନିତ ହୁଅନ୍ତି। ଦାନ ପ୍ରଚାର ପାଇଁ ନୁହେଁ, ବରଂ ଗୋପନରେ ଦିଆଗଲେ ତାହାର ମହତ୍ତ୍ୱ ବଢ଼େ। ଡାହାଣ ହାତ ଯାହା ଦିଏ, ବାମ ହାତ ତାହା ଜାଣିବା ଉଚିତ ନୁହେଁ ବୋଲି ଏକ ପ୍ରଚଳିତ କଥା ଅଛି। (8, 872, 344, 1216)
sudoku-cell[interactable] (1379, 1768, 1413, 1802)
sudoku-cell: 1 (1397, 2106, 1412, 2121)
dilip-email[interactable]: Email:dilipcherian@gmail.com (961, 842, 1144, 856)
sudoku-cell: 2 (1351, 2121, 1366, 2136)
article1-col2-wrap (618, 206, 876, 858)
gandhi-photo-caption: ଗାନ୍ଧୀ ତିରୋଧାନ ଦିବସ ଉପଲକ୍ଷେ (425, 2245, 679, 2271)
sudoku-cell: 7 (1351, 2106, 1366, 2121)
years-ago-box (1166, 1484, 1492, 1594)
sudoku-cell[interactable] (1413, 1935, 1447, 1969)
yahoo-email[interactable]: :miku11@yahoo.com(Use only for (1223, 1428, 1435, 1443)
years-date: ୩୦ ଜାନୁଆରୀ ୧୯୯୧ (1379, 1526, 1467, 1567)
sudoku-cell: 6 (1443, 2198, 1458, 2213)
quote-box (354, 8, 1144, 98)
sudoku-cell: 6 (1397, 2167, 1412, 2182)
article2-col2-wrap (356, 974, 746, 1776)
article1-col1: ଅମଲାତନ୍ତ୍ରରୁ ଆରମ୍ଭ କରି ରାଜନେତାଙ୍କ ପର୍ଯ୍ୟନ୍ତ ଦୁର୍ନୀତି ଦେଶର ବିକାଶକୁ ବାଧା ଦେଉଛି। ବିଭିନ୍ନ କମିଶନ ଓ ତଦନ୍ତ ସଂସ୍ଥା ରିପୋର୍ଟ ଦେଲେ ମଧ୍ୟ ଦୋଷୀଙ୍କ ବିରୋଧରେ ଦୃଢ଼ କାର୍ଯ୍ୟାନୁଷ୍ଠାନ ହେଉନାହିଁ। ଅନେକ ସମୟରେ ରିପୋର୍ଟଗୁଡ଼ିକ ଫାଇଲ ଭିତରେ ବନ୍ଦ ହୋଇ ରହିଯାଉଛି। ଜନସାଧାରଣଙ୍କ ଟିକସ ଟଙ୍କାରେ ଚାଲୁଥିବା ଏହି ସଂସ୍ଥାଗୁଡ଼ିକର ସୁପାରିଶ କାର୍ଯ୍ୟକାରୀ ନ ହେଲେ ଏହାର ଉଦ୍ଦେଶ୍ୟ ହିଁ ବିଫଳ ହୋଇଯାଏ। ସରକାର ଯଦି ପ୍ରକୃତରେ ସ୍ୱଚ୍ଛ ପ୍ରଶାସନ ଚାହାନ୍ତି, ତେବେ ଦୋଷୀଙ୍କୁ ଦଣ୍ଡ ଦେବା ପାଇଁ ସମୟସୀମା ଧାର୍ଯ୍ୟ କରିବା ଆବଶ୍ୟକ। ବିଚାର ପ୍ରକ୍ରିୟା ଦୀର୍ଘ ହେଲେ ସାକ୍ଷୀ ଓ ପ୍ରମାଣ ନଷ୍ଟ ହୋଇଯାଏ ଏବଂ ଦୋଷୀମାନେ ଖସିଯାନ୍ତି। ଏଥିପାଇଁ ବିଶେଷ ଅଦାଲତ ଗଠନ କରି ମାମଲାଗୁଡ଼ିକର ଶୀଘ୍ର ନିଷ୍ପତ୍ତି କରାଯିବା ଦରକାର। ପ୍ରଶାସନିକ ସଂସ୍କାର ଆୟୋଗ ମଧ୍ୟ ଏ ଦିଗରେ ଅନେକ ସୁପାରିଶ କରିଛି, କିନ୍ତୁ ସେଗୁଡ଼ିକ କାଗଜରେ ସୀମିତ ରହିଛି। (356, 206, 606, 484)
sudoku-cell: 6 (1351, 2182, 1366, 2197)
address-line: କେବଳ ବିଜ୍ଞାପନ ପାଇଁ ବ୍ୟବହାର କରନ୍ତୁ (1232, 1390, 1426, 1405)
sudoku-cell: 1 (1474, 2121, 1489, 2136)
sudoku-cell[interactable] (1446, 1801, 1480, 1835)
sudoku-cell[interactable] (1312, 1935, 1346, 1969)
sudoku-cell[interactable] (1312, 1801, 1346, 1835)
sudoku-cell[interactable] (1212, 1902, 1246, 1936)
letter2-title: ଚେତିବା ଦରକାର (1259, 722, 1399, 747)
sudoku-cell: 3 (1412, 2152, 1427, 2167)
sudoku-cell[interactable] (1346, 1801, 1380, 1835)
sudoku-cell[interactable] (1279, 1768, 1313, 1802)
column-author-dilli: ଦିଲୀପ ଚେରିଅନ (1016, 431, 1118, 450)
divider-v5 (752, 972, 753, 1776)
sudoku-cell[interactable] (1346, 2002, 1380, 2036)
quote-author: -ଶ୍ରୀମା (969, 45, 1005, 59)
sudoku-cell[interactable] (1446, 1902, 1480, 1936)
letters (1166, 536, 1492, 1244)
article2-dropcap: ଧ (8, 872, 41, 923)
sudoku-cell[interactable] (1413, 1868, 1447, 1902)
ama-body: ଟ ପିଲାମାନେ ନିରନ୍ତର ବୃଦ୍ଧି ହେଉଛନ୍ତି। ଦେଶରେ ଶିଶୁ କଲ୍ୟାଣ ପାଇଁ ଅନେକ ଯୋଜନା ଚାଲିଥିଲେ ମଧ୍ୟ ଅପପୁଷ୍ଟି, ଶିଶୁଶ୍ରମ ଓ ଶିକ୍ଷାର ଅଭାବ ଏବେ ବି ଗୁରୁତର ସମସ୍ୟା। ଗ୍ରାମାଞ୍ଚଳରେ ଅଙ୍ଗନୱାଡ଼ି କେନ୍ଦ୍ରଗୁଡ଼ିକ ସଠିକ୍ ଭାବେ କାମ କରୁନଥିବାରୁ ଶିଶୁମାନେ ପୁଷ୍ଟିକର ଖାଦ୍ୟ ପାଉନାହାନ୍ତି। ମୋବାଇଲ ଓ ଟେଲିଭିଜନ ଯୋଗୁଁ ପିଲାଙ୍କ ଖେଳକୁଦ ଓ ଶାରୀରିକ ବ୍ୟାୟାମ କମିଯାଉଛି। ସହରାଞ୍ଚଳରେ ପାଠପଢ଼ାର ଚାପ ଯୋଗୁଁ ପିଲାମାନେ ମାନସିକ ଅବସାଦର ଶିକାର ହେଉଛନ୍ତି। ଅଭିଭାବକମାନେ ପିଲାଙ୍କୁ ସମୟ ଦେଇ ସେମାନଙ୍କ ସମସ୍ୟା ବୁଝିବା ଆବଶ୍ୟକ। ବିଦ୍ୟାଳୟରେ ପରାମର୍ଶଦାତା ନିଯୁକ୍ତି କରାଗଲେ ପିଲାଙ୍କ ମାନସିକ ସ୍ୱାସ୍ଥ୍ୟରେ ଉନ୍ନତି ଆସିବ। ଶିଶୁମାନଙ୍କ ସର୍ବାଙ୍ଗୀନ ବିକାଶ ପାଇଁ ସରକାର, ସମାଜ ଓ ପରିବାରର ମିଳିତ ଦାୟିତ୍ୱ ରହିଛି। ଆଜିର ଶିଶୁ ହିଁ ଆସନ୍ତାକାଲିର ନାଗରିକ। ସେମାନଙ୍କୁ ସୁସ୍ଥ, ଶିକ୍ଷିତ ଓ ସଂସ୍କାରୀ କରି ଗଢ଼ିତୋଳିବା ଆମ ସମସ୍ତଙ୍କ କର୍ତ୍ତବ୍ୟ। (1166, 76, 1492, 305)
divider-v2 (612, 206, 613, 858)
article3-col3: ଗାନ୍ଧିଜୀଙ୍କ ଜୀବନ ଥିଲା ସତ୍ୟର ପରୀକ୍ଷା। ସେ ନିଜ ଆତ୍ମଜୀବନୀର ନାମ ଦେଇଥିଲେ 'ସତ୍ୟର ପ୍ରୟୋଗ'। ଦକ୍ଷିଣ ଆଫ୍ରିକାରେ ବର୍ଣ୍ଣବୈଷମ୍ୟ ବିରୋଧରେ ସଂଗ୍ରାମ କରି ସେ ସତ୍ୟାଗ୍ରହ ଅସ୍ତ୍ରର ଉଦ୍ଭାବନ କରିଥିଲେ। ଭାରତକୁ ଫେରିବା ପରେ ଚମ୍ପାରଣ, ଖେଡ଼ା ଓ ଅହମଦାବାଦରେ ଆନ୍ଦୋଳନ କରି ସେ ଜନନାୟକ ଭାବେ ପ୍ରତିଷ୍ଠିତ ହୋଇଥିଲେ। ଅସହଯୋଗ ଆନ୍ଦୋଳନ, ଲବଣ ସତ୍ୟାଗ୍ରହ ଓ ଭାରତ ଛାଡ଼ ଆନ୍ଦୋଳନ ମାଧ୍ୟମରେ ସେ ବ୍ରିଟିଶ ଶାସନର ମୂଳଦୁଆ ହଲାଇ ଦେଇଥିଲେ। ଓଡ଼ିଶା ସହ ତାଙ୍କର ନିବିଡ଼ ସମ୍ପର୍କ ଥିଲା। ସେ ଅନେକ ଥର ଓଡ଼ିଶା ଗସ୍ତ କରିଥିଲେ ଏବଂ ଏଠାରେ ହରିଜନ ଉନ୍ନୟନ ପାଇଁ ପାଦଯାତ୍ରା କରିଥିଲେ। ଗୋପବନ୍ଧୁ ଦାସ, ହରେକୃଷ୍ଣ ମହତାବ, ନବକୃଷ୍ଣ ଚୌଧୁରୀ ଓ ରମାଦେବୀଙ୍କ ଭଳି ନେତାମାନେ ତାଙ୍କ ଆଦର୍ଶରେ ଅନୁପ୍ରାଣିତ ହୋଇ ସ୍ୱାଧୀନତା ସଂଗ୍ରାମରେ ଝାସ ଦେଇଥିଲେ। ଜାନୁଆରୀ ୩୦ ତାରିଖକୁ ଶହୀଦ ଦିବସ ଭାବେ ପାଳନ କରାଯାଏ। ଏହି ଦିନ ସକାଳ ଏଗାରଟାରେ ଦୁଇ ମିନିଟ ନୀରବ ପ୍ରାର୍ଥନା କରି ସ୍ୱାଧୀନତା ସଂଗ୍ରାମୀଙ୍କୁ ଶ୍ରଦ୍ଧାଞ୍ଜଳି ଦିଆଯାଏ। (758, 1892, 1150, 2088)
article2-col3: ଏକ ସମୟରେ ଜଣେ ରାଜା ଦାନ ଦେବାକୁ ଯାଇ ନିଜର ଅହଂକାର ପ୍ରକାଶ କଲେ। ଜଣେ ସାଧୁ ତାଙ୍କୁ କହିଲେ, ଧନ ତୁମର ନୁହେଁ, ତାହା ଈଶ୍ୱରଙ୍କ ଦାନ। ତୁମେ କେବଳ ତାହାର ରକ୍ଷକ। ରାଜା ନିଜ ଭୁଲ ବୁଝିପାରିଲେ ଏବଂ ନମ୍ର ହୋଇ ଦାନ ଦେଲେ। ଶ୍ରୀକୃଷ୍ଣ ଓ ଅର୍ଜୁନଙ୍କ ମଧ୍ୟରେ ଦାନକୁ ନେଇ ଏକ ପ୍ରସଙ୍ଗ ଅଛି। ଅର୍ଜୁନ ପଚାରିଲେ, କର୍ଣ୍ଣଙ୍କୁ କାହିଁକି ଦାନବୀର କୁହାଯାଏ, ଯୁଧିଷ୍ଠିରଙ୍କୁ କାହିଁକି ନୁହେଁ? ଶ୍ରୀକୃଷ୍ଣ ଦୁଇଟି ସୁନା ପାହାଡ଼ ସୃଷ୍ଟି କରି ଉଭୟଙ୍କୁ ଦାନ କରିବାକୁ କହିଲେ। ଯୁଧିଷ୍ଠିର ଦିନ ସାରା ସୁନା କାଟି ଲୋକଙ୍କୁ ବାଣ୍ଟିଲେ, କିନ୍ତୁ ପାହାଡ଼ ସରିଲା ନାହିଁ। କର୍ଣ୍ଣ କିନ୍ତୁ ଦୁଇଜଣ ଗ୍ରାମବାସୀଙ୍କୁ ଡାକି ପୁରା ପାହାଡ଼ ଦେଇଦେଲେ। କର୍ଣ୍ଣ କହିଲେ, ଏହା ମୋର ନୁହେଁ, ତେଣୁ ମୁଁ କେତେ ଦେବି ସେ ବିଚାର କରିବାର ଅଧିକାର ମୋର ନାହିଁ। ଏହା ହିଁ ପ୍ରକୃତ ଦାନର ଭାବନା। ଦାନ କରୁଥିବା ବ୍ୟକ୍ତି ଫଳ ଆଶା ନ କରି ନିଷ୍କାମ ଭାବେ ଦାନ କଲେ ତାହା ଶ୍ରେଷ୍ଠ ଦାନ ହୁଏ। ଆଜିର ସମାଜରେ ମଧ୍ୟ ଏଭଳି ଦାନୀଙ୍କ ଆବଶ୍ୟକତା ରହିଛି, ଯେଉଁମାନେ ପ୍ରଚାର ବିନା ଗରିବ ଓ ଅସହାୟଙ୍କ ପାଖରେ ଠିଆ ହେବେ। ଦାନ ହିଁ ମନୁଷ୍ୟକୁ ଦେବତ୍ୱ ଆଡ଼କୁ ନେଇଯାଏ। (758, 974, 1150, 1186)
years-item: ●କପିଳ ଦେବଙ୍କୁ ପଦ୍ମଶ୍ରୀ ପୁରସ୍କାର ପ୍ରଦାନ। (1166, 1602, 1387, 1616)
sudoku-cell: 8 (1366, 2106, 1381, 2121)
letter1-title: ମଦ ରାଜସ୍ୱ (1277, 536, 1381, 561)
sudoku-cell[interactable] (1245, 1801, 1279, 1835)
sudoku-cell: 4 (1458, 2182, 1473, 2197)
press-email[interactable]: E-mail:dharitripress@gmail.com (1228, 1333, 1430, 1348)
sudoku-cell[interactable] (1312, 1902, 1346, 1936)
sudoku-cell: 2 (1366, 2075, 1381, 2090)
article2-headline: ଦାନ ଓ ଦାନୀ (382, 868, 778, 963)
sudoku-cell: 9 (1397, 2182, 1412, 2197)
sudoku-cell[interactable]: 5 (1312, 1768, 1346, 1802)
years-title: ପଚିଶ ବର୍ଷ ତଳର ଧରିତ୍ରୀ (1230, 1516, 1344, 1566)
sudoku-cell[interactable]: 5 (1279, 1835, 1313, 1869)
sudoku-cell[interactable] (1346, 1868, 1380, 1902)
sudoku-cell[interactable] (1178, 1734, 1212, 1768)
divider-v1 (350, 212, 351, 858)
sudoku-cell: 6 (1366, 2136, 1381, 2151)
sudoku-cell: 4 (1428, 2152, 1443, 2167)
sudoku-cell: 1 (1458, 2167, 1473, 2182)
sudoku-cell: 2 (1474, 2167, 1489, 2182)
sudoku-cell: 4 (1397, 2075, 1412, 2090)
sudoku-cell: 3 (1351, 2167, 1366, 2182)
sudoku-cell: 9 (1428, 2090, 1443, 2105)
article1-col3-wrap (888, 206, 1144, 858)
address-line: କେବଳ ସମ୍ପାଦକଙ୍କୁ ଚିଠି, ଖବର ଓ ଫଟୋ ପାଇଁ (1212, 1314, 1446, 1329)
sudoku-cell[interactable] (1413, 1801, 1447, 1835)
sudoku-cell[interactable]: 7 (1212, 1868, 1246, 1902)
sudoku-cell[interactable]: 7 (1212, 1935, 1246, 1969)
sudoku-cell[interactable]: 2 (1279, 1868, 1313, 1902)
district-headline: ଛାତ୍ରାଛାତ୍ର ହ୍ରାସକୁ ନେଇ ଚିନ୍ତା (23, 322, 329, 350)
article3-label: ଯୋଗୀ ଗଣେଶ୍ୱର (8, 1792, 198, 1832)
sudoku-cell[interactable] (1446, 1969, 1480, 2003)
article3-address: ଦେବାଳ ପ୍ରାଚୀ, ପୁରୁଣାବ, ଖୋର୍ଦ୍ଧା, ମୋ-୯୬୭୨୧୬୭୬୨୫୯ (883, 2275, 1150, 2289)
